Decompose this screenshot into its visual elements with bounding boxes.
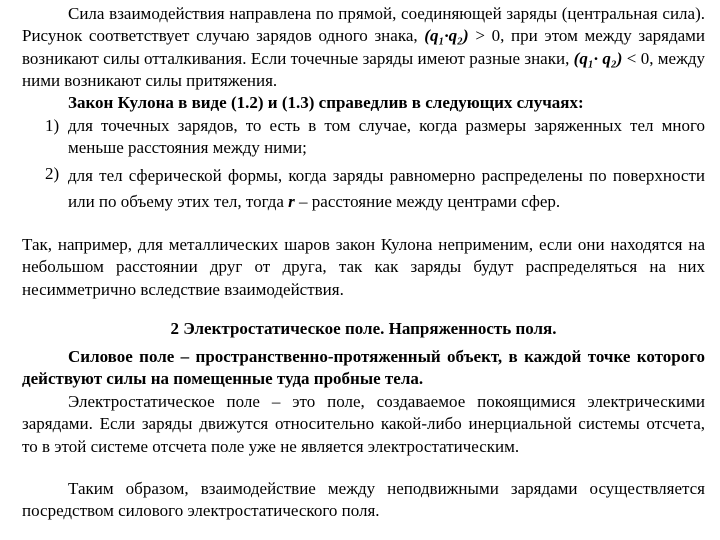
paragraph-metal-spheres: Так, например, для металлических шаров закон Кулона неприменим, если они находятся на небольшом расстоянии друг от друга, так как заряды будут распределяться на них несимметрично вследствие взаимодействия. bbox=[22, 235, 705, 299]
list-item-text bbox=[68, 163, 705, 215]
force-field-definition: Силовое поле – пространственно-протяженный объект, в каждой точке которого действуют силы на помещенные туда пробные тела. bbox=[22, 347, 705, 389]
list-item-number: 2) bbox=[45, 164, 60, 183]
section-title: 2 Электростатическое поле. Напряженность поля. bbox=[170, 319, 557, 338]
list-item bbox=[22, 115, 705, 160]
list-item-text-part: для тел сферической формы, когда заряды равномерно распределены по поверхности или по объему этих тел, тогда bbox=[68, 166, 705, 211]
formula-opposite-sign: (q₁· q₂) bbox=[573, 48, 623, 68]
formula-same-sign: (q₁·q₂) bbox=[424, 26, 469, 46]
paragraph-central-force-text-3: < 0, между ними возникают силы притяжения. bbox=[22, 48, 705, 90]
radius-symbol: r bbox=[288, 192, 295, 211]
paragraph-central-force-text-2: > 0, при этом между зарядами возникают силы отталкивания. Если точечные заряды имеют разные знаки, bbox=[22, 26, 705, 68]
paragraph-central-force-text-1: Сила взаимодействия направлена по прямой, соединяющей заряды (центральная сила). Рисунок соответствует случаю зарядов одного знака, bbox=[22, 4, 705, 46]
list-item bbox=[22, 163, 705, 215]
coulomb-law-heading: Закон Кулона в виде (1.2) и (1.3) справедлив в следующих случаях: bbox=[68, 93, 584, 112]
list-item-number: 1) bbox=[45, 116, 60, 135]
paragraph-electrostatic-field: Электростатическое поле – это поле, создаваемое покоящимися электрическими зарядами. Если заряды движутся относительно какой-либо инерциальной системы отсчета, то в этой системе отсчета поле уже не является электростатическим. bbox=[22, 392, 705, 456]
paragraph-conclusion: Таким образом, взаимодействие между неподвижными зарядами осуществляется посредством силового электростатического поля. bbox=[22, 479, 705, 521]
list-item-text: для точечных зарядов, то есть в том случае, когда размеры заряженных тел много меньше расстояния между ними; bbox=[68, 116, 705, 158]
paragraph-central-force bbox=[22, 3, 705, 92]
list-item-text-part: – расстояние между центрами сфер. bbox=[294, 192, 561, 211]
